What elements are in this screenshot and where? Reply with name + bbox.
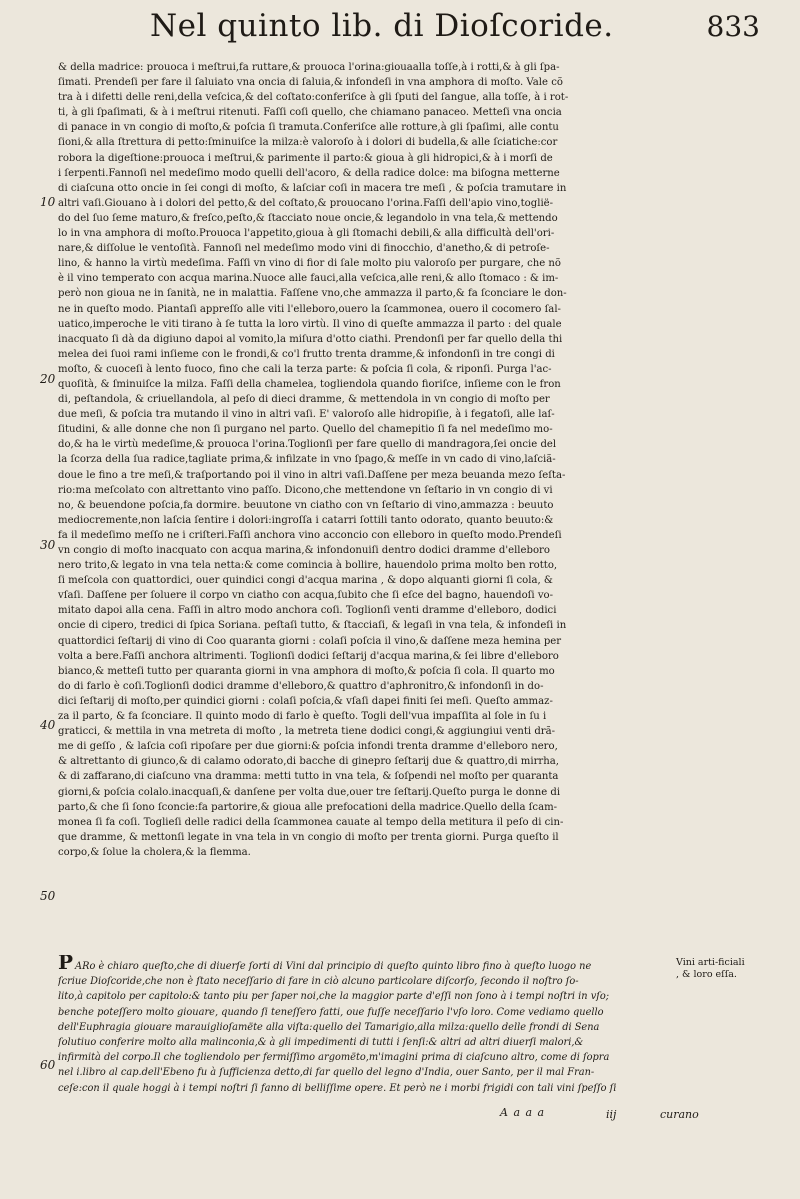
text-line: ne in queſto modo. Piantaſi appreſſo alle viti l'elleboro,ouero la ſcammonea, ouero il cocomero ſal- bbox=[58, 303, 561, 315]
commentary-line: ceſe:con il quale hoggi à i tempi noſtri ſi fanno di belliſſime opere. Et però ne i morbi frigidi con tali vini ſpeſſo ſi bbox=[58, 1082, 617, 1094]
commentary-line: dell'Euphragia giouare marauiglioſamëte alla viſta:quello del Tamarigio,alla milza:quello delle frondi di Sena bbox=[58, 1021, 600, 1033]
line-number: 20 bbox=[40, 372, 56, 386]
text-line: nare,& diſſolue le ventoſità. Fannoſi nel medeſimo modo vini di finocchio, d'anetho,& di petroſe- bbox=[58, 243, 550, 255]
text-line: quattordici ſeſtarij di vino di Coo quaranta giorni : colaſi poſcia il vino,& daſſene meza hemina per bbox=[58, 635, 562, 647]
commentary-line: lito,à capitolo per capitolo:& tanto piu per ſaper noi,che la maggior parte d'eſſi non ſono à i tempi noſtri in vſo; bbox=[58, 991, 610, 1003]
text-line: do di farlo è coſi.Toglionſi dodici dramme d'elleboro,& quattro d'aphronitro,& infondonſi in do- bbox=[58, 680, 544, 692]
line-number: 10 bbox=[40, 195, 56, 209]
commentary-line: ſcriue Dioſcoride,che non è ſtato neceſſario di fare in ciò alcuno particolare diſcorſo, ſecondo il noſtro ſo- bbox=[58, 976, 579, 988]
signature-number: iij bbox=[606, 1108, 617, 1121]
text-line: giorni,& poſcia colalo.inacquaſi,& danſene per volta due,ouer tre ſeſtarij.Queſto purga le donne di bbox=[58, 786, 561, 798]
commentary-line: benche poteſſero molto giouare, quando ſi teneſſero fatti, oue fuſſe neceſſario l'vſo loro. Come vediamo quello bbox=[58, 1006, 604, 1018]
text-line: ſimati. Prendeſi per fare il ſaluiato vna oncia di ſaluia,& infondeſi in vna amphora di moſto. Vale cõ bbox=[58, 77, 563, 89]
line-number: 40 bbox=[40, 718, 56, 732]
text-line: ſioni,& alla ſtrettura di petto:ſminuiſce la milza:è valoroſo à i dolori di budella,& alle ſciatiche:cor bbox=[58, 137, 558, 149]
text-line: parto,& che ſi ſono ſconcie:fa partorire,& gioua alle prefocationi della madrice.Quello della ſcam- bbox=[58, 801, 558, 813]
text-line: doue le fino a tre meſi,& traſportando poi il vino in altri vaſi.Daſſene per meza beuanda mezo ſeſta- bbox=[58, 469, 566, 481]
text-line: i ſerpenti.Fannoſi nel medeſimo modo quelli dell'acoro, & della radice dolce: ma biſogna metterne bbox=[58, 167, 560, 179]
commentary-line: ſolutiuo conferire molto alla malinconia,& à gli impedimenti di tutti i ſenſi:& altri ad altri diuerſi malori,& bbox=[58, 1037, 584, 1049]
text-line: & di zaffarano,di ciaſcuno vna dramma: metti tutto in vna tela, & ſoſpendi nel moſto per quaranta bbox=[58, 771, 559, 783]
line-number: 30 bbox=[40, 538, 56, 552]
commentary-line: infirmità del corpo.Il che togliendolo per fermiſſimo argomëto,m'imagini prima di ciaſcuno altro, come di ſopra bbox=[58, 1052, 610, 1064]
text-line: monea ſi fa coſi. Toglieſi delle radici della ſcammonea cauate al tempo della metitura il peſo di cin- bbox=[58, 816, 564, 828]
drop-cap: P bbox=[58, 955, 74, 974]
commentary-line: nel i.libro al cap.dell'Ebeno fu à ſufficienza detto,di far quello del legno d'India, ouer Santo, per il mal Fran- bbox=[58, 1067, 595, 1079]
commentary-block bbox=[58, 955, 670, 1096]
text-line: è il vino temperato con acqua marina.Nuoce alle fauci,alla veſcica,alle reni,& allo ſtomaco : & im- bbox=[58, 273, 559, 285]
main-text-block bbox=[58, 60, 670, 860]
commentary-line: ARo è chiaro queſto,che di diuerſe ſorti di Vini dal principio di queſto quinto libro fino à queſto luogo ne bbox=[75, 961, 592, 972]
text-line: & altrettanto di giunco,& di calamo odorato,di bacche di ginepro ſeſtarij due & quattro,di mirrha, bbox=[58, 756, 559, 768]
margin-note: Vini arti-ficiali , & loro eſſa. bbox=[676, 957, 745, 980]
text-line: oncie di cipero, tredici di ſpica Soriana. peſtaſi tutto, & ſtacciaſi, & legaſi in vna tela, & infondeſi in bbox=[58, 620, 567, 632]
text-line: quoſità, & ſminuiſce la milza. Faſſi della chamelea, togliendola quando fioriſce, inſieme con le fron bbox=[58, 378, 561, 390]
text-line: me di geſſo , & laſcia coſi ripoſare per due giorni:& poſcia infondi trenta dramme d'elleboro nero, bbox=[58, 741, 558, 753]
text-line: ti, à gli ſpaſimati, & à i meſtrui ritenuti. Faſſi coſi quello, che chiamano panaceo. Metteſi vna oncia bbox=[58, 107, 562, 119]
text-line: due meſi, & poſcia tra mutando il vino in altri vaſi. E' valoroſo alle hidropiſie, à i fegatoſi, alle laſ- bbox=[58, 409, 555, 421]
catchword-next: curano bbox=[659, 1108, 699, 1121]
text-line: vn congio di moſto inacquato con acqua marina,& infondonuiſi dentro dodici dramme d'elleboro bbox=[58, 545, 550, 556]
text-line: do,& ha le virtù medeſime,& prouoca l'orina.Toglionſi per fare quello di mandragora,ſei oncie del bbox=[58, 439, 557, 451]
header-title: Nel quinto lib. di Dioſcoride. bbox=[150, 8, 614, 44]
text-line: però non gioua ne in ſanità, ne in malattia. Faſſene vno,che ammazza il parto,& fa ſconciare le don- bbox=[58, 288, 567, 300]
text-line: inacquato ſi dà da digiuno dapoi al vomito,la miſura d'otto ciathi. Prendonſi per far quello della thi bbox=[58, 333, 563, 345]
text-line: corpo,& ſolue la cholera,& la flemma. bbox=[58, 846, 251, 858]
text-line: fa il medeſimo meſſo ne i criſteri.Faſſi anchora vino acconcio con elleboro in queſto modo.Prendeſi bbox=[58, 529, 562, 541]
text-line: altri vaſi.Giouano à i dolori del petto,& del coſtato,& prouocano l'orina.Faſſi dell'apio vino,toglië- bbox=[58, 197, 554, 209]
text-line: di ciaſcuna otto oncie in ſei congi di moſto, & laſciar coſi in macera tre meſi , & poſcia tramutare in bbox=[58, 182, 567, 194]
text-line: moſto, & cuoceſi à lento fuoco, fino che cali la terza parte: & poſcia ſi cola, & riponſi. Purga l'ac- bbox=[58, 363, 552, 375]
text-line: nero trito,& legato in vna tela netta:& come comincia à bollire, hauendolo prima molto ben rotto, bbox=[58, 560, 558, 572]
text-line: dici ſeſtarij di moſto,per quindici giorni : colaſi poſcia,& vſaſi dapei finiti ſei meſi. Queſto ammaz- bbox=[58, 695, 553, 707]
text-line: melea dei ſuoi rami inſieme con le frondi,& co'l frutto trenta dramme,& infondonſi in tre congi di bbox=[58, 348, 555, 360]
running-header bbox=[150, 8, 760, 56]
text-line: do del ſuo ſeme maturo,& freſco,peſto,& ſtacciato noue oncie,& legandolo in vna tela,& mettendo bbox=[58, 212, 558, 224]
catchword bbox=[606, 1108, 699, 1121]
text-line: za il parto, & fa ſconciare. Il quinto modo di farlo è queſto. Togli dell'vua impaſſita al ſole in ſu i bbox=[58, 711, 547, 723]
text-line: robora la digeſtione:prouoca i meſtrui,& parimente il parto:& gioua à gli hidropici,& à i morſi de bbox=[58, 152, 553, 164]
page-number: 833 bbox=[706, 10, 760, 43]
text-line: & della madrice: prouoca i meſtrui,fa ruttare,& prouoca l'orina:giouaalla toſſe,à i rotti,& à gli ſpa- bbox=[58, 62, 560, 73]
text-line: rio:ma meſcolato con altrettanto vino paſſo. Dicono,che mettendone vn ſeſtario in vn congio di vi bbox=[58, 484, 553, 496]
text-line: volta a bere.Faſſi anchora altrimenti. Toglionſi dodici ſeſtarij d'acqua marina,& ſei libre d'elleboro bbox=[58, 650, 559, 662]
text-line: lino, & hanno la virtù medeſima. Faſſi vn vino di fior di ſale molto piu valoroſo per purgare, che nõ bbox=[58, 258, 561, 270]
text-line: bianco,& metteſi tutto per quaranta giorni in vna amphora di moſto,& poſcia ſi cola. Il quarto mo bbox=[58, 665, 555, 677]
text-line: di, peſtandola, & criuellandola, al peſo di dieci dramme, & mettendola in vn congio di moſto per bbox=[58, 394, 550, 406]
text-line: la ſcorza della ſua radice,tagliate prima,& infilzate in vno ſpago,& meſſe in vn cado di vino,laſciã- bbox=[58, 454, 556, 466]
text-line: mitato dapoi alla cena. Faſſi in altro modo anchora coſi. Toglionſi venti dramme d'elleboro, dodici bbox=[58, 605, 557, 617]
text-line: uatico,imperoche le viti tirano à ſe tutta la loro virtù. Il vino di queſte ammazza il parto : del quale bbox=[58, 318, 562, 330]
line-number: 60 bbox=[40, 1058, 56, 1072]
text-line: lo in vna amphora di moſto.Prouoca l'appetito,gioua à gli ſtomachi debili,& alla difficultà dell'ori- bbox=[58, 228, 555, 240]
signature-mark: A a a a bbox=[500, 1106, 546, 1119]
text-line: que dramme, & mettonſi legate in vna tela in vn congio di moſto per trenta giorni. Purga queſto il bbox=[58, 831, 559, 843]
text-line: graticci, & mettila in vna metreta di moſto , la metreta tiene dodici congi,& aggiungiui venti drã- bbox=[58, 726, 556, 738]
text-line: tra à i difetti delle reni,della veſcica,& del coſtato:conferiſce à gli ſputi del ſangue, alla toſſe, à i rot- bbox=[58, 92, 569, 104]
text-line: mediocremente,non laſcia ſentire i dolori:ingroſſa i catarri ſottili tanto odorato, quanto beuuto:& bbox=[58, 514, 554, 526]
text-line: no, & beuendone poſcia,fa dormire. beuutone vn ciatho con vn ſeſtario di vino,ammazza : beuuto bbox=[58, 499, 554, 511]
text-line: ſi meſcola con quattordici, ouer quindici congi d'acqua marina , & dopo alquanti giorni ſi cola, & bbox=[58, 575, 553, 587]
text-line: vſaſi. Daſſene per ſoluere il corpo vn ciatho con acqua,ſubito che ſi eſce del bagno, hauendoſi vo- bbox=[58, 590, 554, 602]
text-line: di panace in vn congio di moſto,& poſcia ſi tramuta.Conferiſce alle rotture,à gli ſpaſimi, alle contu bbox=[58, 122, 559, 134]
line-number: 50 bbox=[40, 889, 56, 903]
text-line: ſitudini, & alle donne che non ſi purgano nel parto. Quello del chamepitio ſi fa nel medeſimo mo- bbox=[58, 424, 553, 436]
